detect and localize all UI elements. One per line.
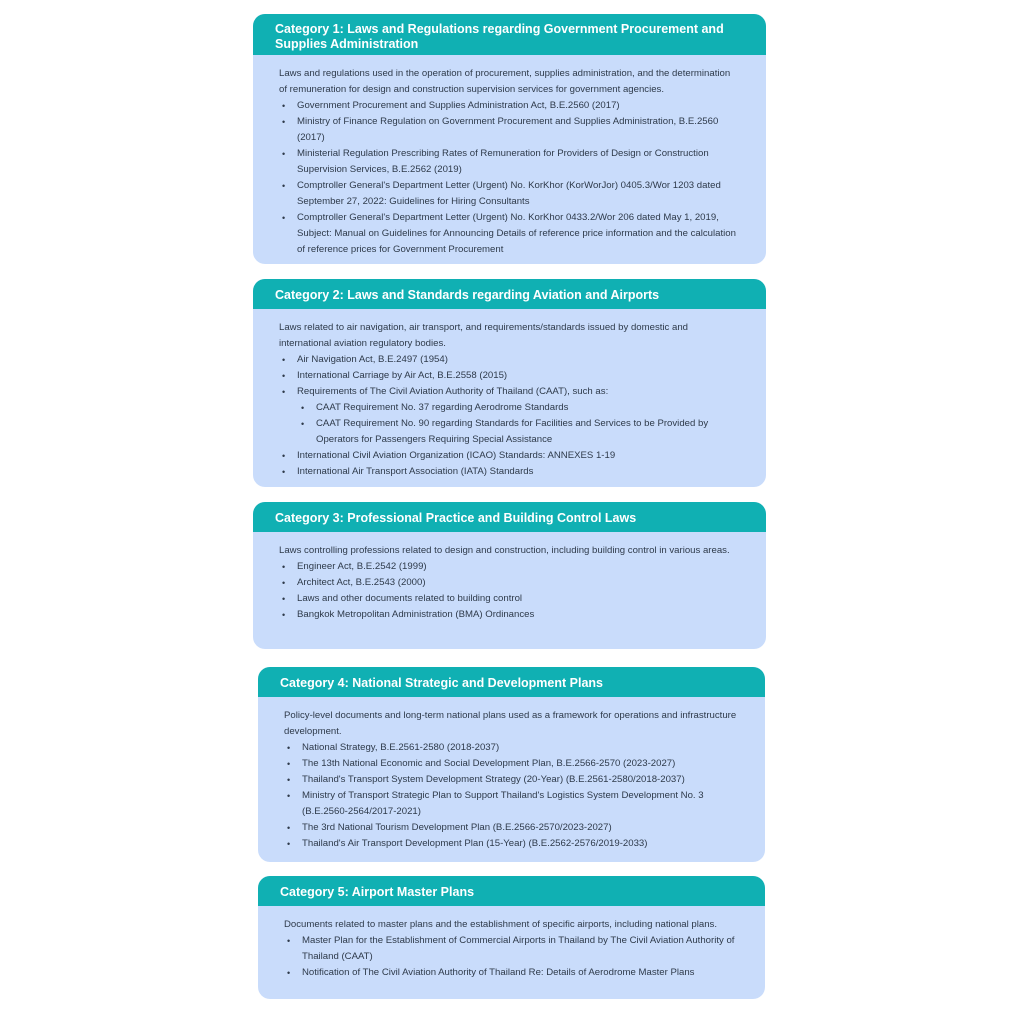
list-item: • Ministry of Finance Regulation on Government Procurement and Supplies Administration, B.E.2560 (2017) (279, 114, 738, 146)
category-card-3 (253, 502, 766, 649)
list-item: • Air Navigation Act, B.E.2497 (1954) (279, 352, 738, 368)
category-title-5: Category 5: Airport Master Plans (258, 876, 765, 906)
category-body-2 (253, 309, 766, 480)
list-item: • Ministerial Regulation Prescribing Rates of Remuneration for Providers of Design or Construction Supervision Services, B.E.2562 (2019) (279, 146, 738, 178)
category-card-5 (258, 876, 765, 999)
list-item: • National Strategy, B.E.2561-2580 (2018-2037) (284, 740, 737, 756)
category-title-1: Category 1: Laws and Regulations regarding Government Procurement and Supplies Administration (253, 14, 766, 55)
category-title-2: Category 2: Laws and Standards regarding Aviation and Airports (253, 279, 766, 309)
category-body-4 (258, 697, 765, 852)
category-intro-5: Documents related to master plans and the establishment of specific airports, including national plans. (284, 919, 718, 930)
category-intro-3: Laws controlling professions related to design and construction, including building control in various areas. (279, 545, 730, 556)
list-item: • Architect Act, B.E.2543 (2000) (279, 575, 738, 591)
list-item: • Ministry of Transport Strategic Plan to Support Thailand's Logistics System Development No. 3 (B.E.2560-2564/2017-2021) (284, 788, 737, 820)
category-body-3 (253, 532, 766, 623)
list-item: • Thailand's Air Transport Development Plan (15-Year) (B.E.2562-2576/2019-2033) (284, 836, 737, 852)
category-intro-2: Laws related to air navigation, air transport, and requirements/standards issued by domestic and international aviation regulatory bodies. (279, 322, 689, 349)
list-item-text: Requirements of The Civil Aviation Authority of Thailand (CAAT), such as: (297, 386, 609, 397)
category-title-4: Category 4: National Strategic and Development Plans (258, 667, 765, 697)
sub-list-item: • CAAT Requirement No. 90 regarding Standards for Facilities and Services to be Provided by Operators for Passengers Requiring Special Assistance (297, 416, 738, 448)
list-item: • Master Plan for the Establishment of Commercial Airports in Thailand by The Civil Aviation Authority of Thailand (CAAT) (284, 933, 737, 965)
category-body-1 (253, 55, 766, 258)
category-list-4 (284, 740, 737, 852)
category-body-5 (258, 906, 765, 981)
list-item: • Comptroller General's Department Letter (Urgent) No. KorKhor (KorWorJor) 0405.3/Wor 1203 dated September 27, 2022: Guidelines for Hiring Consultants (279, 178, 738, 210)
list-item: • The 13th National Economic and Social Development Plan, B.E.2566-2570 (2023-2027) (284, 756, 737, 772)
list-item: • The 3rd National Tourism Development Plan (B.E.2566-2570/2023-2027) (284, 820, 737, 836)
category-intro-1: Laws and regulations used in the operation of procurement, supplies administration, and the determination of remuneration for design and construction supervision services for government agencies. (279, 68, 731, 95)
list-item: • International Carriage by Air Act, B.E.2558 (2015) (279, 368, 738, 384)
list-item (279, 384, 738, 448)
list-item: • Engineer Act, B.E.2542 (1999) (279, 559, 738, 575)
category-list-5 (284, 933, 737, 981)
category-list-2 (279, 352, 738, 480)
category-card-4 (258, 667, 765, 862)
list-item: • Notification of The Civil Aviation Authority of Thailand Re: Details of Aerodrome Master Plans (284, 965, 737, 981)
list-item: • International Air Transport Association (IATA) Standards (279, 464, 738, 480)
list-item: • Government Procurement and Supplies Administration Act, B.E.2560 (2017) (279, 98, 738, 114)
sub-list (297, 400, 738, 448)
category-card-1 (253, 14, 766, 264)
list-item: • Comptroller General's Department Letter (Urgent) No. KorKhor 0433.2/Wor 206 dated May 1, 2019, Subject: Manual on Guidelines for Announcing Details of reference price information and the calculation of reference prices for Government Procurement (279, 210, 738, 258)
list-item: • Laws and other documents related to building control (279, 591, 738, 607)
list-item: • Thailand's Transport System Development Strategy (20-Year) (B.E.2561-2580/2018-2037) (284, 772, 737, 788)
category-intro-4: Policy-level documents and long-term national plans used as a framework for operations and infrastructure development. (284, 710, 737, 737)
category-card-2 (253, 279, 766, 487)
category-list-3 (279, 559, 738, 623)
category-list-1 (279, 98, 738, 258)
list-item: • International Civil Aviation Organization (ICAO) Standards: ANNEXES 1-19 (279, 448, 738, 464)
list-item: • Bangkok Metropolitan Administration (BMA) Ordinances (279, 607, 738, 623)
sub-list-item: • CAAT Requirement No. 37 regarding Aerodrome Standards (297, 400, 738, 416)
category-title-3: Category 3: Professional Practice and Building Control Laws (253, 502, 766, 532)
